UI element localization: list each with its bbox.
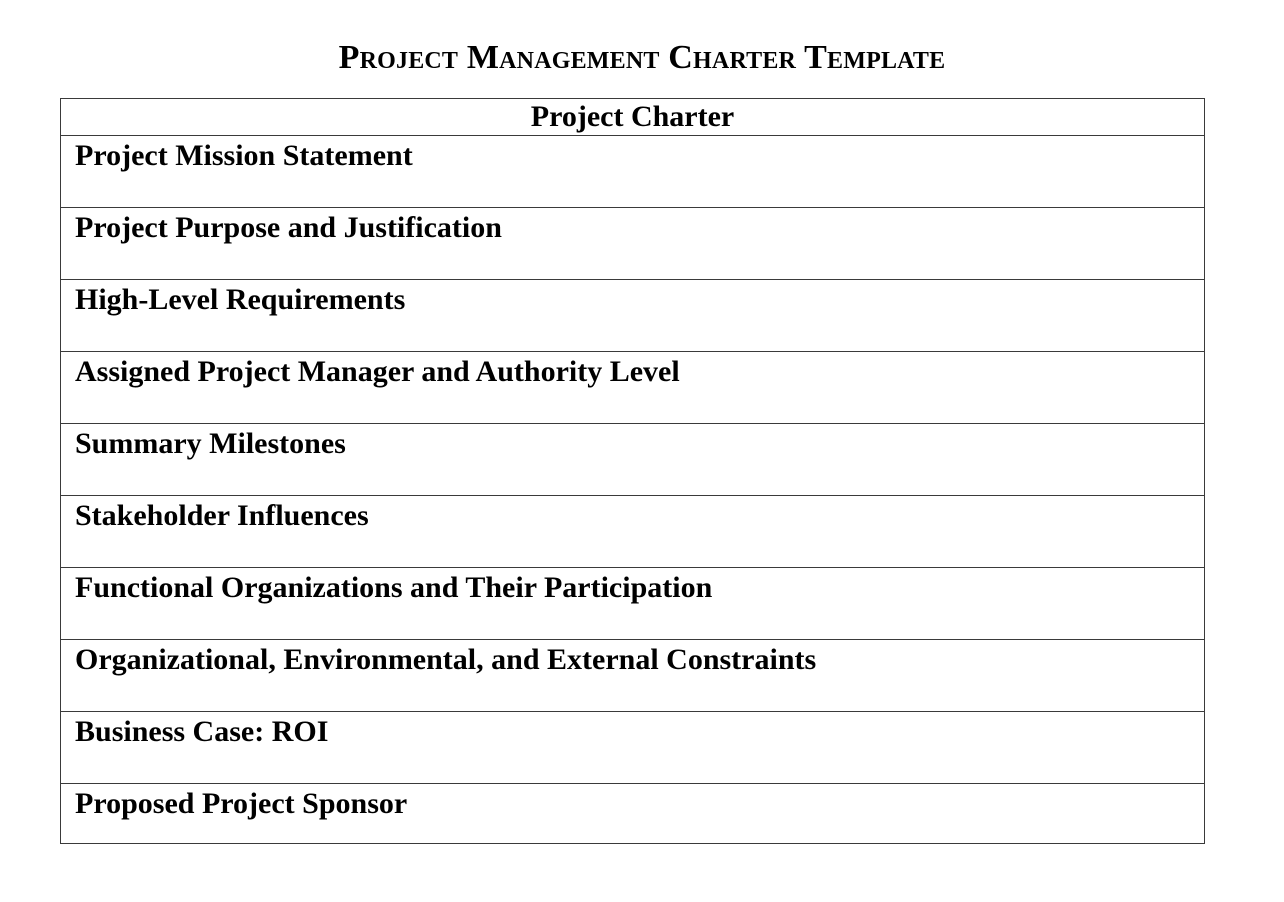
charter-row-project-manager-authority	[61, 352, 1205, 424]
charter-header: Project Charter	[61, 99, 1205, 136]
row-label: Organizational, Environmental, and External Constraints	[75, 643, 817, 676]
charter-cell[interactable]	[61, 208, 1205, 280]
charter-cell[interactable]	[61, 640, 1205, 712]
row-label: Project Purpose and Justification	[75, 211, 502, 244]
charter-row-business-case	[61, 712, 1205, 784]
charter-row-summary-milestones	[61, 424, 1205, 496]
charter-row-project-sponsor	[61, 784, 1205, 844]
charter-cell[interactable]	[61, 136, 1205, 208]
charter-row-high-level-requirements	[61, 280, 1205, 352]
charter-row-purpose-justification	[61, 208, 1205, 280]
row-label: Functional Organizations and Their Participation	[75, 571, 713, 604]
charter-cell[interactable]	[61, 496, 1205, 568]
charter-cell[interactable]	[61, 568, 1205, 640]
page-title: Project Management Charter Template	[338, 39, 946, 76]
charter-cell[interactable]	[61, 424, 1205, 496]
row-label: Stakeholder Influences	[75, 499, 369, 532]
charter-row-constraints	[61, 640, 1205, 712]
charter-header-row	[61, 99, 1205, 136]
charter-cell[interactable]	[61, 712, 1205, 784]
row-label: Proposed Project Sponsor	[75, 787, 408, 820]
charter-row-stakeholder-influences	[61, 496, 1205, 568]
charter-cell[interactable]	[61, 352, 1205, 424]
row-label: Summary Milestones	[75, 427, 346, 460]
charter-cell[interactable]	[61, 784, 1205, 844]
row-label: Project Mission Statement	[75, 139, 413, 172]
row-label: Assigned Project Manager and Authority Level	[75, 355, 680, 388]
charter-table	[60, 98, 1205, 844]
charter-cell[interactable]	[61, 280, 1205, 352]
charter-row-mission-statement	[61, 136, 1205, 208]
row-label: Business Case: ROI	[75, 715, 329, 748]
row-label: High-Level Requirements	[75, 283, 406, 316]
charter-row-functional-organizations	[61, 568, 1205, 640]
